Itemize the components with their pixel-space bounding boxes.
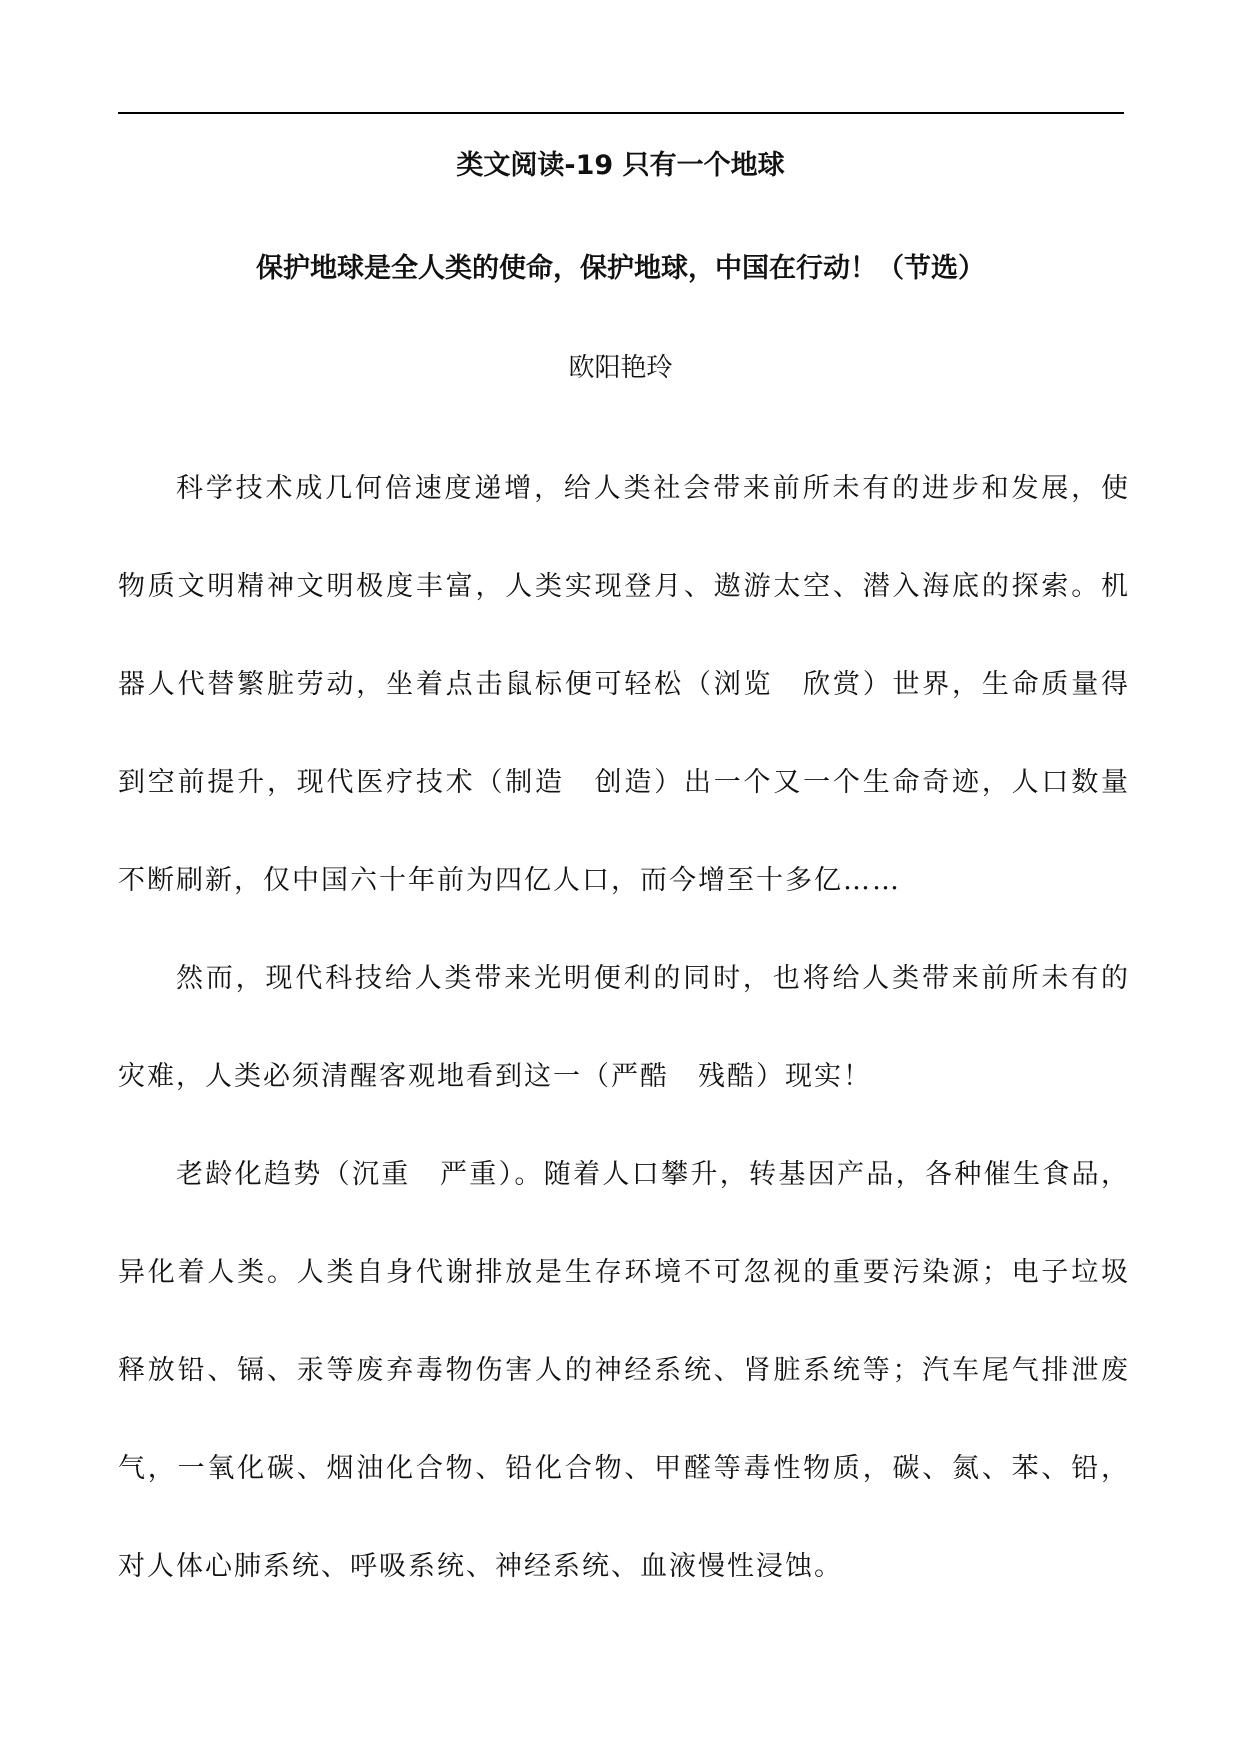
header-rule: [118, 112, 1124, 114]
document-title: 类文阅读-19 只有一个地球: [456, 150, 785, 181]
article-body: [118, 440, 1130, 1616]
paragraph: 老龄化趋势（沉重 严重）。随着人口攀升，转基因产品，各种催生食品，异化着人类。人类自身代谢排放是生存环境不可忽视的重要污染源；电子垃圾释放铅、镉、汞等废弃毒物伤害人的神经系统、肾脏系统等；汽车尾气排泄废气，一氧化碳、烟油化合物、铅化合物、甲醛等毒性物质，碳、氮、苯、铅，对人体心肺系统、呼吸系统、神经系统、血液慢性浸蚀。: [118, 1159, 1130, 1582]
author-name: 欧阳艳玲: [568, 353, 673, 383]
paragraph: 科学技术成几何倍速度递增，给人类社会带来前所未有的进步和发展，使物质文明精神文明极度丰富，人类实现登月、遨游太空、潜入海底的探索。机器人代替繁脏劳动，坐着点击鼠标便可轻松（浏览 欣赏）世界，生命质量得到空前提升，现代医疗技术（制造 创造）出一个又一个生命奇迹，人口数量不断刷新，仅中国六十年前为四亿人口，而今增至十多亿……: [118, 473, 1130, 896]
paragraph: 然而，现代科技给人类带来光明便利的同时，也将给人类带来前所未有的灾难，人类必须清醒客观地看到这一（严酷 残酷）现实！: [118, 963, 1130, 1092]
document-subtitle: 保护地球是全人类的使命，保护地球，中国在行动！（节选）: [256, 253, 985, 284]
